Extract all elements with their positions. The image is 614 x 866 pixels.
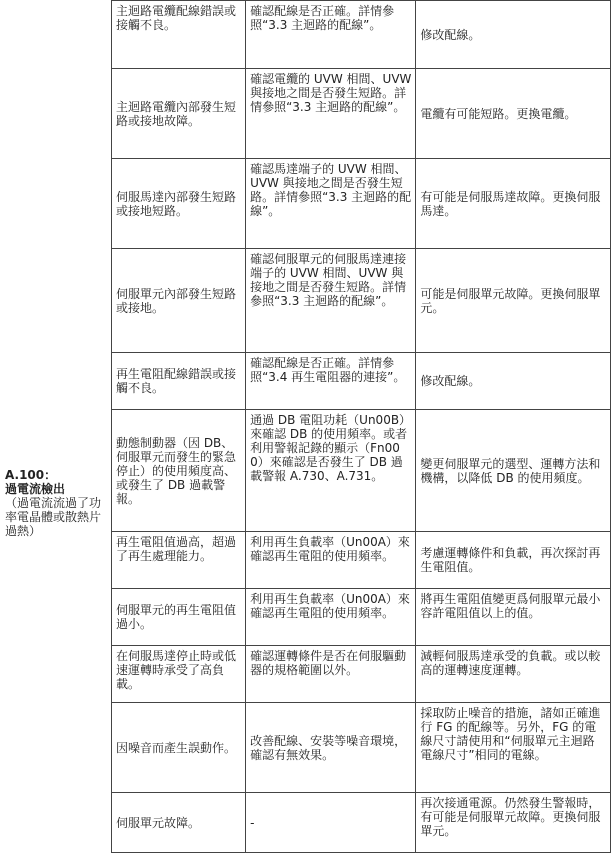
table-row [112,703,611,793]
check-cell: 通過 DB 電阻功耗（Un00B）來確認 DB 的使用頻率。或者利用警報記錄的顯示（Fn000）來確認是否發生了 DB 過載警報 A.730、A.731。 [246,410,416,532]
cause-cell: 伺服單元故障。 [112,793,246,853]
check-cell: 確認電纜的 UVW 相間、UVW 與接地之間是否發生短路。詳情參照“3.3 主迴路的配線”。 [246,69,416,159]
action-cell: 減輕伺服馬達承受的負載。或以較高的運轉速度運轉。 [416,646,611,703]
action-cell: 有可能是伺服馬達故障。更換伺服馬達。 [416,159,611,249]
cause-cell: 伺服馬達內部發生短路或接地短路。 [112,159,246,249]
table-row [112,646,611,703]
cause-cell: 主迴路電纜內部發生短路或接地故障。 [112,69,246,159]
cause-cell: 伺服單元的再生電阻值過小。 [112,589,246,646]
cause-cell: 動態制動器（因 DB、伺服單元而發生的緊急停止）的使用頻度高、或發生了 DB 過載警報。 [112,410,246,532]
cause-cell: 主迴路電纜配線錯誤或接觸不良。 [112,1,246,69]
table-row [112,159,611,249]
table-row [112,410,611,532]
check-cell: 確認配線是否正確。詳情參照“3.4 再生電阻器的連接”。 [246,353,416,410]
check-cell: 利用再生負載率（Un00A）來確認再生電阻的使用頻率。 [246,532,416,589]
cause-cell: 在伺服馬達停止時或低速運轉時承受了高負載。 [112,646,246,703]
check-cell: - [246,793,416,853]
alarm-code: A.100： [5,468,57,482]
table-row [112,793,611,853]
check-cell: 改善配線、安裝等噪音環境，確認有無效果。 [246,703,416,793]
alarm-label [5,468,110,538]
table-row [112,353,611,410]
table-row [112,532,611,589]
action-cell: 採取防止噪音的措施，諸如正確進行 FG 的配線等。另外，FG 的電線尺寸請使用和“伺服單元主迴路電線尺寸”相同的電線。 [416,703,611,793]
table-row [112,589,611,646]
cause-cell: 因噪音而產生誤動作。 [112,703,246,793]
action-cell: 將再生電阻值變更爲伺服單元最小容許電阻值以上的值。 [416,589,611,646]
action-cell: 變更伺服單元的選型、運轉方法和機構，以降低 DB 的使用頻度。 [416,410,611,532]
table-row [112,1,611,69]
check-cell: 利用再生負載率（Un00A）來確認再生電阻的使用頻率。 [246,589,416,646]
action-cell: 考慮運轉條件和負載，再次探討再生電阻值。 [416,532,611,589]
check-cell: 確認運轉條件是否在伺服驅動器的規格範圍以外。 [246,646,416,703]
action-cell: 可能是伺服單元故障。更換伺服單元。 [416,249,611,353]
table-row [112,69,611,159]
cause-cell: 再生電阻值過高，超過了再生處理能力。 [112,532,246,589]
alarm-name: 過電流檢出 [5,482,66,496]
cause-cell: 伺服單元內部發生短路或接地。 [112,249,246,353]
action-cell: 電纜有可能短路。更換電纜。 [416,69,611,159]
action-cell: 修改配線。 [416,353,611,410]
action-cell: 再次接通電源。仍然發生警報時，有可能是伺服單元故障。更換伺服單元。 [416,793,611,853]
troubleshooting-table [111,0,611,853]
action-cell: 修改配線。 [416,1,611,69]
cause-cell: 再生電阻配線錯誤或接觸不良。 [112,353,246,410]
check-cell: 確認伺服單元的伺服馬達連接端子的 UVW 相間、UVW 與接地之間是否發生短路。詳情參照“3.3 主迴路的配線”。 [246,249,416,353]
check-cell: 確認馬達端子的 UVW 相間、UVW 與接地之間是否發生短路。詳情參照“3.3 主迴路的配線”。 [246,159,416,249]
alarm-note: （過電流流過了功率電晶體或散熱片過熱） [5,496,102,538]
check-cell: 確認配線是否正確。詳情參照“3.3 主迴路的配線”。 [246,1,416,69]
table-row [112,249,611,353]
